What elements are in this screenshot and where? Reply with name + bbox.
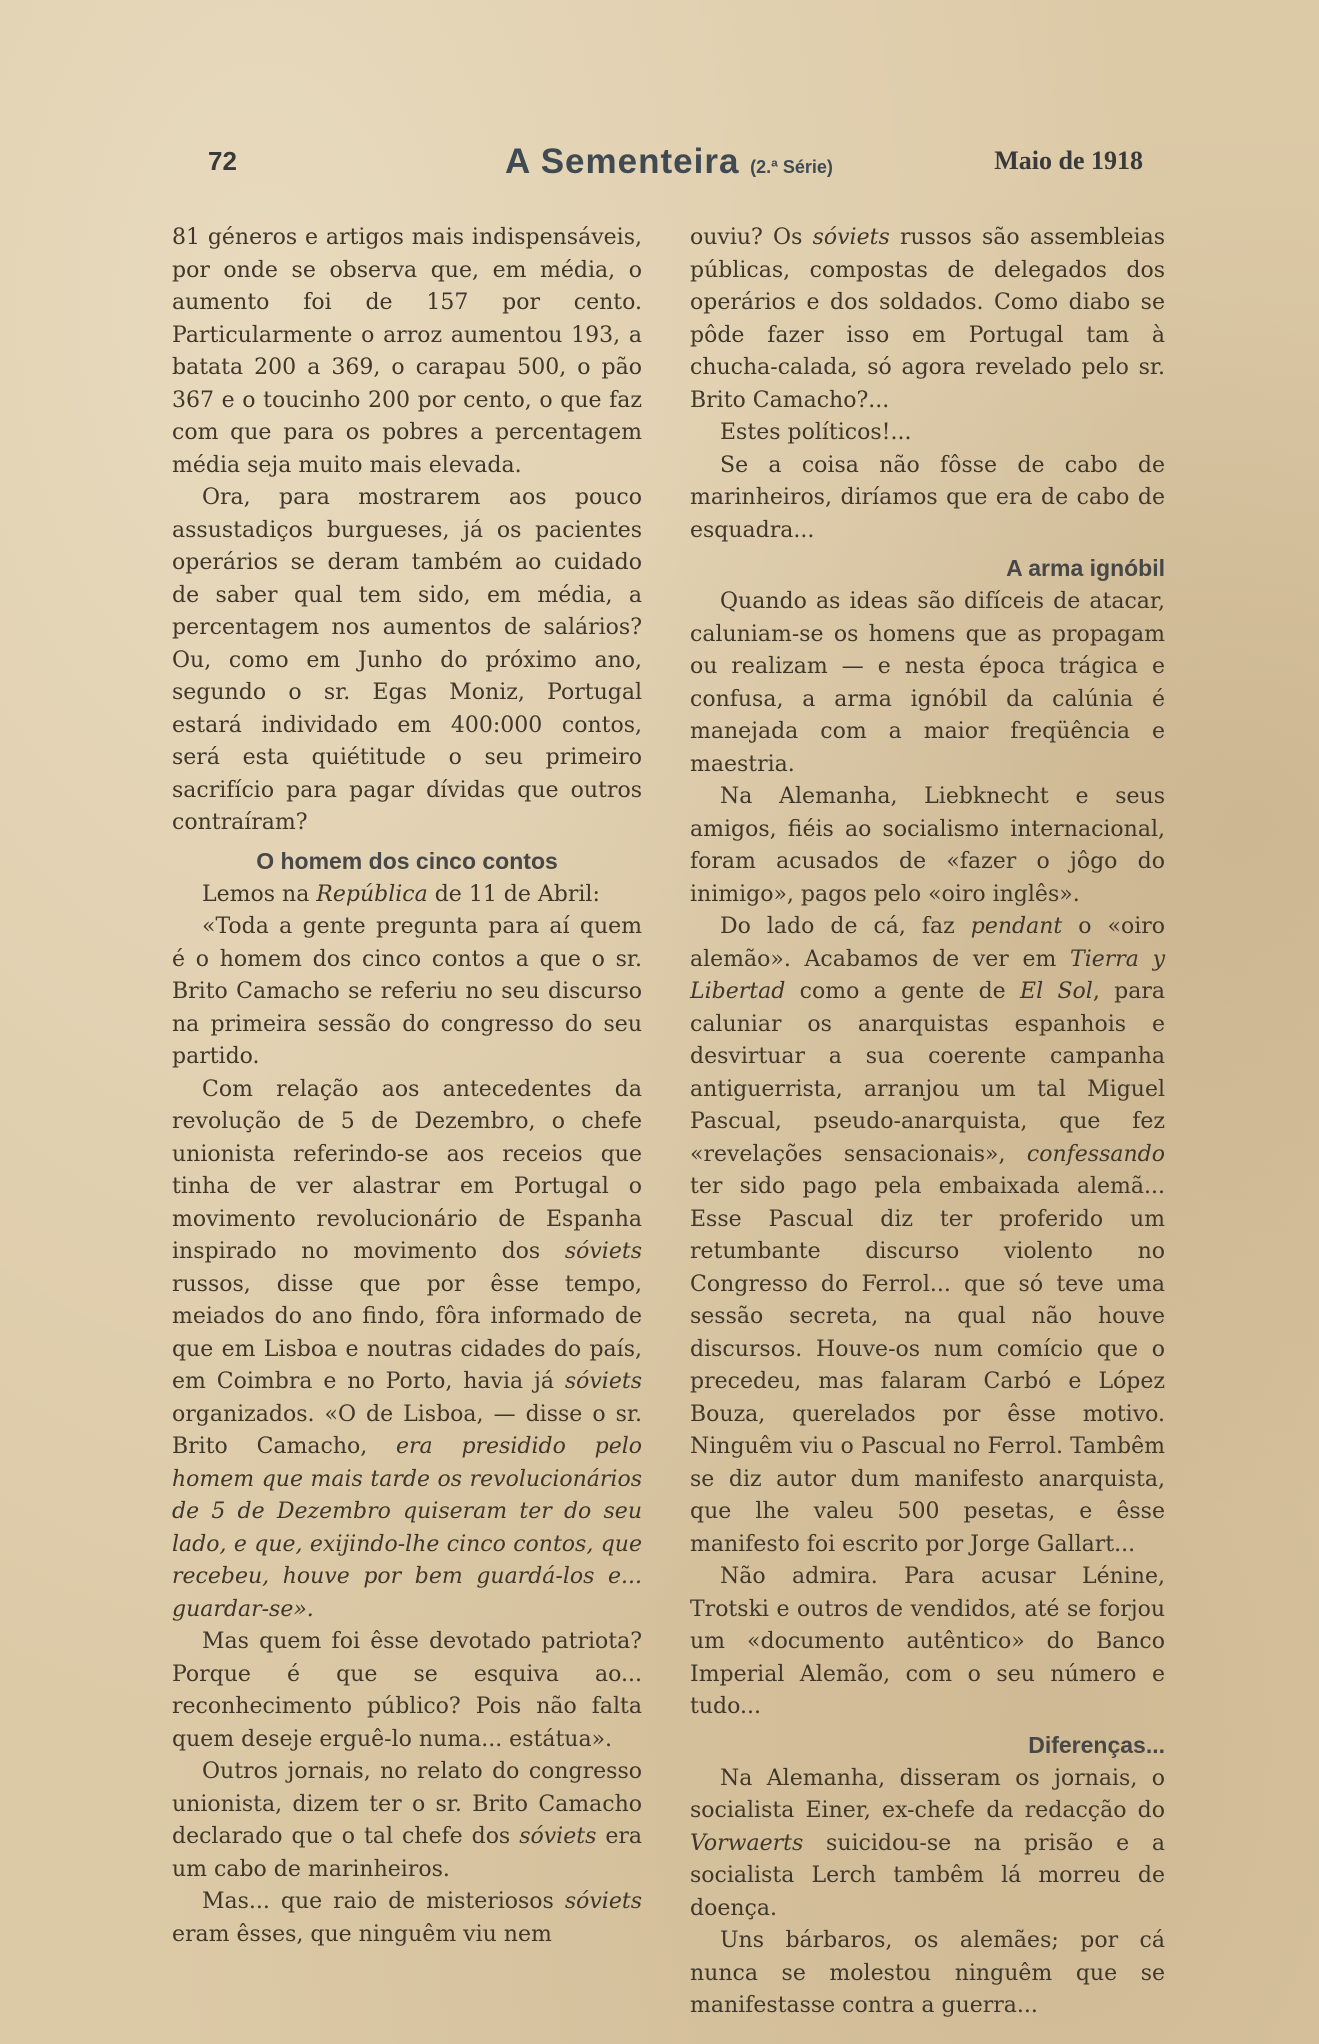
- paragraph: Não admira. Para acusar Lénine, Trotski e outros de vendidos, até se forjou um «documento autêntico» do Banco Imperial Alemão, com o seu número e tudo...: [690, 1564, 1165, 1719]
- text-run-italic: Vorwaerts: [690, 1830, 804, 1856]
- text-run-italic: sóviets: [564, 1889, 642, 1914]
- section-heading: A arma ignóbil: [1006, 555, 1165, 581]
- text-run: o «oiro alemão». Acabamos de ver em: [690, 914, 1166, 972]
- paragraph: [172, 1074, 642, 1627]
- paragraph: Se a coisa não fôsse de cabo de marinheiros, diríamos que era de cabo de esquadra...: [690, 452, 1165, 543]
- text-run-italic: sóviets: [564, 1369, 642, 1394]
- paragraph: Estes políticos!...: [720, 420, 912, 445]
- text-run: Lemos na: [202, 881, 317, 907]
- text-run: , para caluniar os anarquistas espanhois e desvirtuar a sua coerente campanha antiguerrista, arranjou um tal Miguel Pascual, pseudo-anarquista, que fez «revelações sensacionais»,: [690, 979, 1165, 1167]
- paragraph: [172, 1756, 642, 1886]
- text-run-italic: Tierra y Libertad: [690, 946, 1165, 1004]
- paragraph: 81 géneros e artigos mais indispensáveis, por onde se observa que, em média, o aumento foi de 157 por cento. Particularmente o arroz aumentou 193, a batata 200 a 369, o carapau 500, o pão 367 e o toucinho 200 por cento, o que faz com que para os pobres a percentagem média seja muito mais elevada.: [172, 225, 642, 478]
- text-run-italic: sóviets: [564, 1239, 642, 1264]
- paragraph: [172, 1886, 642, 1951]
- right-column: [690, 222, 1165, 2023]
- paragraph: [690, 911, 1165, 1561]
- paragraph: [690, 1763, 1165, 1926]
- text-run: russos, disse que por êsse tempo, meiados do ano findo, fôra informado de que em Lisboa e noutras cidades do país, em Coimbra e no Porto, havia já: [172, 1271, 642, 1394]
- page-header: [208, 142, 1143, 182]
- journal-name: A Sementeira: [505, 142, 740, 181]
- paragraph: Na Alemanha, Liebknecht e seus amigos, fiéis ao socialismo internacional, foram acusados de «fazer o jôgo do inimigo», pagos pelo «oiro inglês».: [690, 784, 1165, 907]
- text-run: Do lado de cá, faz: [720, 914, 971, 939]
- text-run-italic: República: [316, 881, 428, 907]
- text-run: Na Alemanha, disseram os jornais, o socialista Einer, ex-chefe da redacção do: [690, 1765, 1165, 1823]
- text-run-italic: El Sol: [1020, 979, 1093, 1004]
- text-run: ouviu? Os: [690, 225, 813, 250]
- paragraph: Quando as ideas são difíceis de atacar, caluniam-se os homens que as propagam ou realizam — e nesta época trágica e confusa, a arma ignóbil da calúnia é manejada com a maior freqüência e maestria.: [690, 589, 1165, 777]
- paragraph: [172, 879, 642, 912]
- text-run-italic: sóviets: [812, 225, 890, 250]
- text-run: organizados. «O de Lisboa, — disse o sr. Brito Camacho,: [172, 1401, 642, 1459]
- text-run: russos são assembleias públicas, compostas de delegados dos operários e dos soldados. Como diabo se pôde fazer isso em Portugal tam à chucha-calada, só agora revelado pelo sr. Brito Camacho?...: [690, 225, 1165, 413]
- text-run: ter sido pago pela embaixada alemã... Esse Pascual diz ter proferido um retumbante discurso violento no Congresso do Ferrol... que só teve uma sessão secreta, na qual não houve discursos. Houve-os num comício que o precedeu, mas falaram Carbó e López Bouza, querelados por êsse motivo. Ninguêm viu o Pascual no Ferrol. Tambêm se diz autor dum manifesto anarquista, que lhe valeu 500 pesetas, e êsse manifesto foi escrito por Jorge Gallart...: [690, 1174, 1165, 1557]
- issue-date: Maio de 1918: [994, 146, 1143, 175]
- paragraph: Mas quem foi êsse devotado patriota? Porque é que se esquiva ao... reconhecimento público? Pois não falta quem deseje erguê-lo numa... estátua».: [172, 1629, 642, 1752]
- text-run-italic: pendant: [970, 914, 1063, 939]
- left-column: [172, 222, 642, 1951]
- text-run: era um cabo de marinheiros.: [172, 1824, 642, 1882]
- text-run: Outros jornais, no relato do congresso unionista, dizem ter o sr. Brito Camacho declarado que o tal chefe dos: [172, 1759, 642, 1849]
- text-run-italic: sóviets: [519, 1824, 597, 1849]
- text-run-italic: era presidido pelo homem que mais tarde os revolucionários de 5 de Dezembro quiseram ter do seu lado, e que, exijindo-lhe cinco contos, que recebeu, houve por bem guardá-los e... guardar-se».: [172, 1434, 642, 1622]
- journal-title: [505, 142, 833, 182]
- text-run: Mas... que raio de misteriosos: [202, 1889, 565, 1914]
- text-run: suicidou-se na prisão e a socialista Lerch tambêm lá morreu de doença.: [690, 1830, 1165, 1921]
- paragraph: Uns bárbaros, os alemães; por cá nunca se molestou ninguêm que se manifestasse contra a guerra...: [690, 1928, 1165, 2018]
- text-run: Com relação aos antecedentes da revolução de 5 de Dezembro, o chefe unionista referindo-se aos receios que tinha de ver alastrar em Portugal o movimento revolucionário de Espanha inspirado no movimento dos: [172, 1076, 642, 1264]
- text-run-italic: confessando: [1026, 1141, 1165, 1167]
- paragraph: «Toda a gente pregunta para aí quem é o homem dos cinco contos a que o sr. Brito Camacho se referiu no seu discurso na primeira sessão do congresso do seu partido.: [172, 914, 642, 1069]
- text-run: como a gente de: [785, 979, 1021, 1004]
- text-run: de 11 de Abril:: [427, 881, 600, 907]
- section-heading: Diferenças...: [1028, 1731, 1165, 1758]
- paragraph: [690, 222, 1165, 417]
- section-heading: O homem dos cinco contos: [256, 847, 558, 874]
- journal-series: (2.ª Série): [750, 157, 833, 177]
- paragraph: Ora, para mostrarem aos pouco assustadiços burgueses, já os pacientes operários se deram também ao cuidado de saber qual tem sido, em média, a percentagem nos aumentos de salários? Ou, como em Junho do próximo ano, segundo o sr. Egas Moniz, Portugal estará individado em 400:000 contos, será esta quiétitude o seu primeiro sacrifício para pagar dívidas que outros contraíram?: [172, 485, 642, 835]
- page-number: 72: [208, 146, 237, 176]
- text-run: eram êsses, que ninguêm viu nem: [172, 1921, 552, 1947]
